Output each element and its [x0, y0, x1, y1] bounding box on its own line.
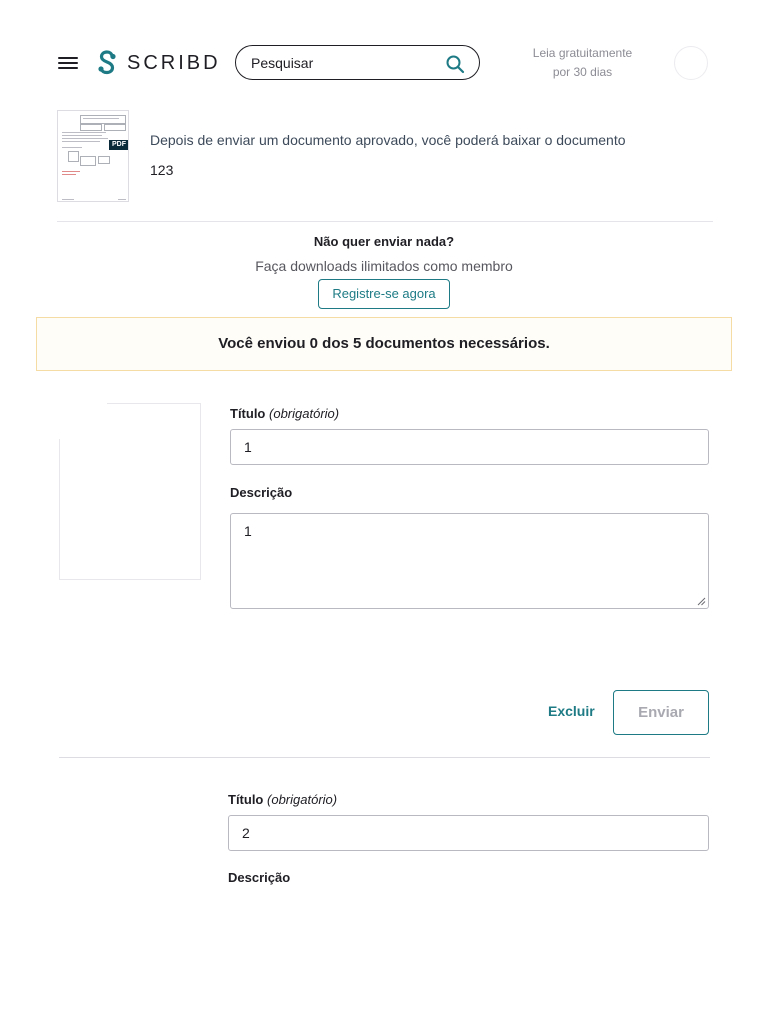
title-label: [228, 792, 337, 807]
upload-progress-banner: Você enviou 0 dos 5 documentos necessários.: [36, 317, 732, 371]
free-trial-promo[interactable]: [520, 44, 645, 82]
avatar[interactable]: [674, 46, 708, 80]
document-preview: [59, 403, 201, 580]
description-textarea[interactable]: [230, 513, 709, 609]
register-button[interactable]: Registre-se agora: [318, 279, 450, 309]
title-input[interactable]: [228, 815, 709, 851]
title-label: [230, 406, 339, 421]
promo-line-2: por 30 dias: [552, 65, 613, 79]
search-icon[interactable]: [445, 54, 465, 74]
pdf-badge: PDF: [109, 140, 129, 150]
resize-handle-icon[interactable]: [696, 596, 706, 606]
scribd-logo-mark-icon: [96, 50, 118, 76]
title-required-hint: (obrigatório): [269, 406, 340, 421]
description-label: Descrição: [228, 870, 291, 885]
title-label-text: Título: [230, 406, 266, 421]
promo-line-1: Leia gratuitamente: [532, 46, 633, 60]
search-bar[interactable]: [235, 45, 480, 80]
title-input[interactable]: [230, 429, 709, 465]
divider: [57, 221, 713, 222]
site-header: [0, 0, 768, 126]
scribd-logo[interactable]: [96, 50, 221, 76]
document-count: 123: [150, 162, 174, 178]
submit-button[interactable]: Enviar: [613, 690, 709, 735]
search-input[interactable]: [251, 54, 441, 72]
approved-document-notice: Depois de enviar um documento aprovado, você poderá baixar o documento: [150, 132, 626, 148]
divider: [59, 757, 710, 758]
membership-prompt-title: Não quer enviar nada?: [313, 234, 455, 249]
delete-button[interactable]: Excluir: [548, 703, 595, 719]
description-label: Descrição: [230, 485, 293, 500]
logo-text: SCRIBD: [127, 51, 221, 74]
membership-prompt-subtitle: Faça downloads ilimitados como membro: [255, 258, 513, 274]
hamburger-menu-icon[interactable]: [58, 54, 80, 72]
title-label-text: Título: [228, 792, 264, 807]
document-thumbnail: [57, 110, 129, 202]
title-required-hint: (obrigatório): [267, 792, 338, 807]
